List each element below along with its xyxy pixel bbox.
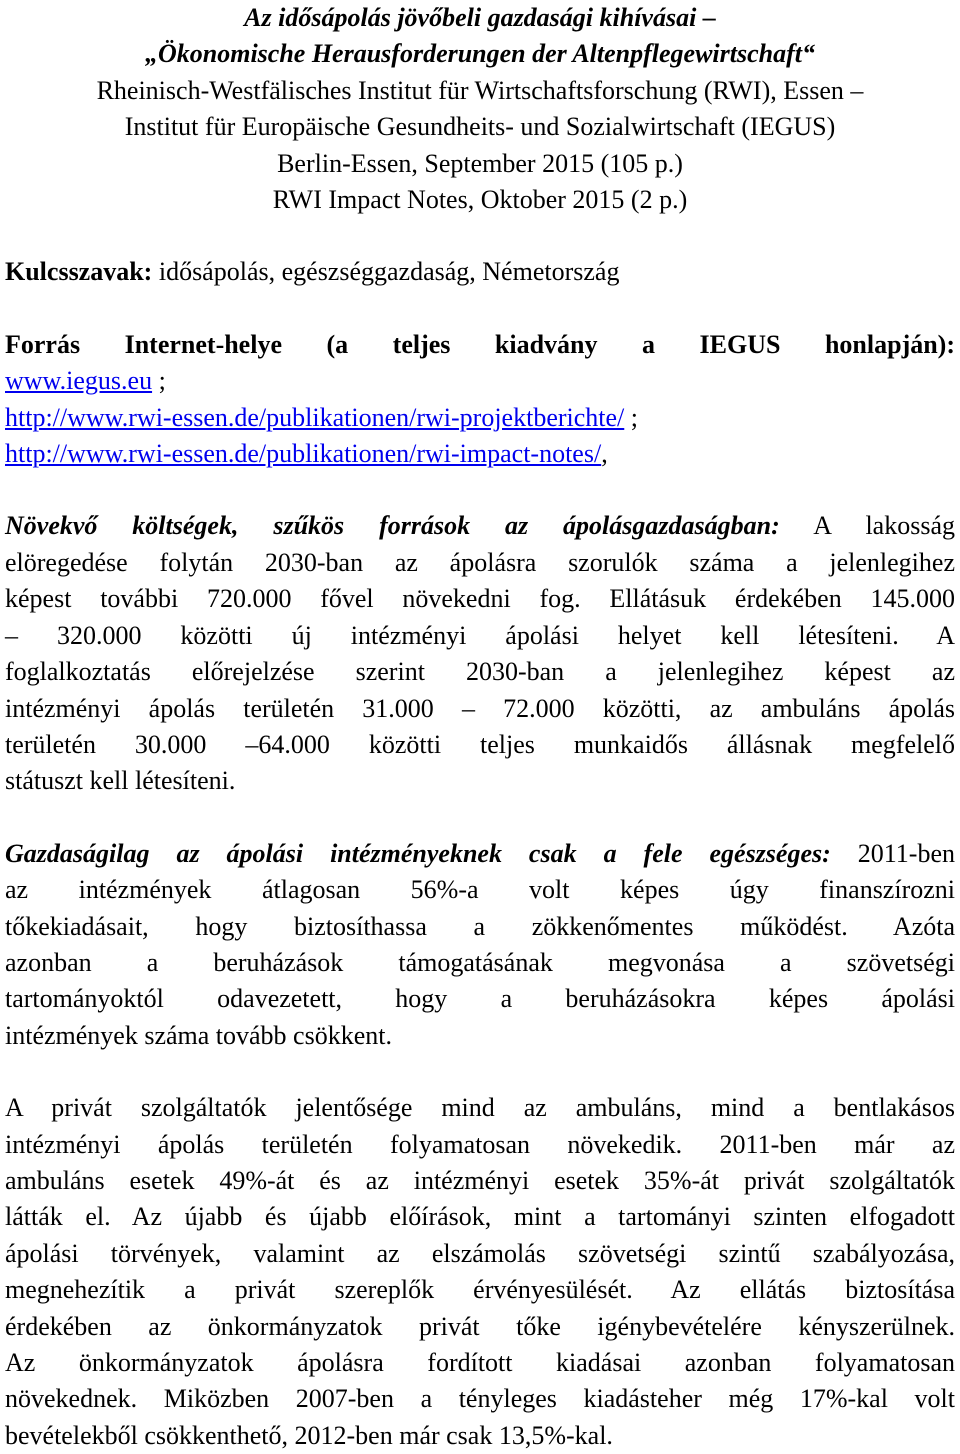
title-german: „Ökonomische Herausforderungen der Altenpflegewirtschaft“ <box>144 39 815 69</box>
spacer <box>5 218 955 254</box>
paragraph-line: tartományoktól odavezetett, hogy a beruházásokra képes ápolási <box>5 984 955 1014</box>
section-heading: Növekvő költségek, szűkös források az ápolásgazdaságban: <box>5 511 780 541</box>
iegus-link[interactable]: www.iegus.eu <box>5 366 153 396</box>
spacer <box>5 472 955 508</box>
paragraph-line: az intézmények átlagosan 56%-a volt képes úgy finanszírozni <box>5 875 955 905</box>
paragraph-line: intézményi ápolás területén 31.000 – 72.000 közötti, az ambuláns ápolás <box>5 693 955 723</box>
institution-1: Rheinisch-Westfälisches Institut für Wirtschaftsforschung (RWI), Essen – <box>96 75 864 105</box>
spacer <box>5 291 955 327</box>
paragraph-line: intézményi ápolás területén folyamatosan növekedik. 2011-ben már az <box>5 1129 955 1159</box>
paragraph-line: elöregedése folytán 2030-ban az ápolásra szorulók száma a jelenlegihez <box>5 547 955 577</box>
keywords-text: idősápolás, egészséggazdaság, Németország <box>152 257 620 287</box>
separator: ; <box>152 366 166 396</box>
source-line-2 <box>5 400 955 436</box>
rwi-projektberichte-link[interactable]: http://www.rwi-essen.de/publikationen/rwi-projektberichte/ <box>5 402 625 432</box>
source-line-3 <box>5 436 955 472</box>
paragraph-line: bevételekből csökkenthető, 2012-ben már csak 13,5%-kal. <box>5 1420 613 1450</box>
paragraph-line: foglalkoztatás előrejelzése szerint 2030-ban a jelenlegihez képest az <box>5 657 955 687</box>
section-heading: Gazdaságilag az ápolási intézményeknek csak a fele egészséges: <box>5 838 831 868</box>
paragraph-line: azonban a beruházások támogatásának megvonása a szövetségi <box>5 947 955 977</box>
paragraph-line: A privát szolgáltatók jelentősége mind az ambuláns, mind a bentlakásos <box>5 1093 955 1123</box>
paragraph-line: érdekében az önkormányzatok privát tőke igénybevételére kényszerülnek. <box>5 1311 955 1341</box>
paragraph-line: státuszt kell létesíteni. <box>5 766 236 796</box>
publication-date-1: Berlin-Essen, September 2015 (105 p.) <box>277 148 683 178</box>
paragraph-line: intézmények száma tovább csökkent. <box>5 1020 392 1050</box>
keywords-line <box>5 254 955 290</box>
paragraph-line: megnehezítik a privát szereplők érvényesülését. Az ellátás biztosítása <box>5 1275 955 1305</box>
paragraph-line: – 320.000 közötti új intézményi ápolási helyet kell létesíteni. A <box>5 620 955 650</box>
paragraph-line: Az önkormányzatok ápolásra fordított kiadásai azonban folyamatosan <box>5 1348 955 1377</box>
section-rising-costs <box>5 508 955 799</box>
spacer <box>5 1054 955 1090</box>
title-hungarian: Az idősápolás jövőbeli gazdasági kihívásai – <box>244 3 716 32</box>
institution-2: Institut für Europäische Gesundheits- und Sozialwirtschaft (IEGUS) <box>124 112 836 142</box>
source-block <box>5 327 955 473</box>
publication-date-2: RWI Impact Notes, Oktober 2015 (2 p.) <box>272 185 688 215</box>
rwi-impact-notes-link[interactable]: http://www.rwi-essen.de/publikationen/rwi-impact-notes/ <box>5 439 602 469</box>
paragraph-line: képest további 720.000 fővel növekedni fog. Ellátásuk érdekében 145.000 <box>5 584 955 614</box>
keywords-label: Kulcsszavak: <box>5 257 153 287</box>
paragraph-line: Növekvő költségek, szűkös források az ápolásgazdaságban: A lakosság <box>5 511 955 541</box>
paragraph-line: tőkekiadásait, hogy biztosíthassa a zökkenőmentes működést. Azóta <box>5 911 955 941</box>
separator: , <box>601 439 608 469</box>
source-label: Forrás Internet-helye (a teljes kiadvány a IEGUS honlapján): <box>5 329 955 359</box>
paragraph-line: ambuláns esetek 49%-át és az intézményi esetek 35%-át privát szolgáltatók <box>5 1165 955 1195</box>
paragraph-line: ápolási törvények, valamint az elszámolás szövetségi szintű szabályozása, <box>5 1238 955 1268</box>
section-economic-health <box>5 836 955 1054</box>
paragraph-line: területén 30.000 –64.000 közötti teljes munkaidős állásnak megfelelő <box>5 729 955 759</box>
source-line-1 <box>5 363 955 399</box>
paragraph-line: látták el. Az újabb és újabb előírások, mint a tartományi szinten elfogadott <box>5 1202 955 1232</box>
paragraph-line: Gazdaságilag az ápolási intézményeknek csak a fele egészséges: 2011-ben <box>5 838 955 868</box>
separator: ; <box>624 402 638 432</box>
document-header <box>5 0 955 218</box>
paragraph-line: növekednek. Miközben 2007-ben a tényleges kiadásteher még 17%-kal volt <box>5 1384 955 1414</box>
section-private-providers <box>5 1090 955 1454</box>
spacer <box>5 800 955 836</box>
